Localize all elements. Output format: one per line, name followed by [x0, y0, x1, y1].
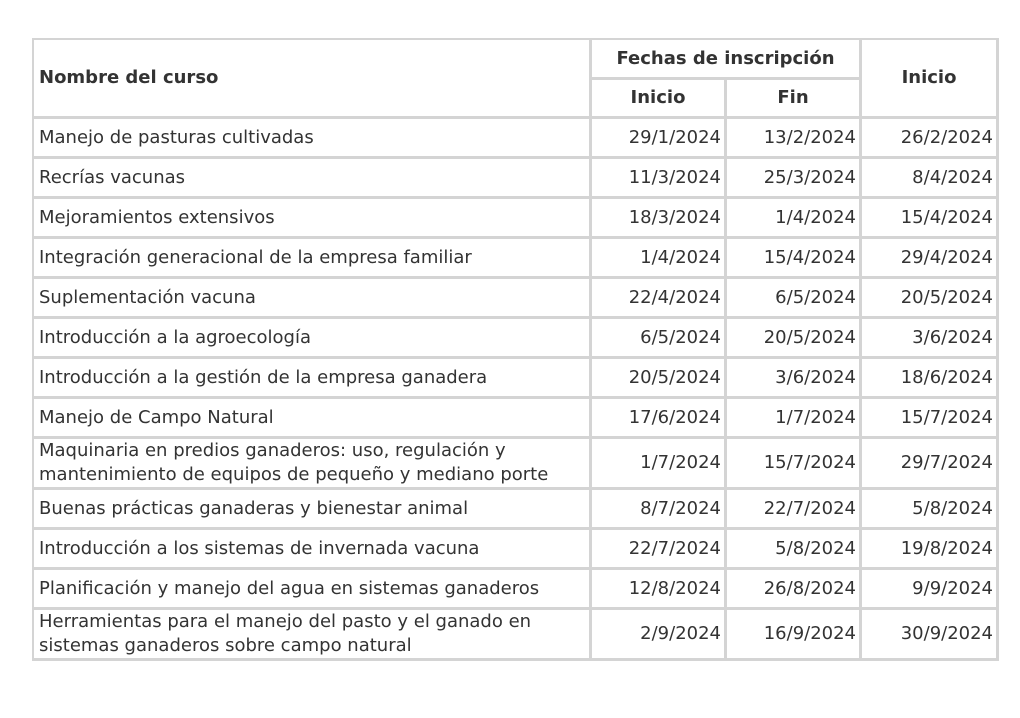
course-name-cell: Manejo de pasturas cultivadas: [34, 119, 592, 159]
registration-end-cell: 3/6/2024: [727, 359, 862, 399]
table-row: [34, 239, 999, 279]
header-registration-end: Fin: [727, 80, 862, 119]
course-name-cell: Planificación y manejo del agua en sistemas ganaderos: [34, 570, 592, 610]
course-start-cell: 29/4/2024: [862, 239, 999, 279]
course-schedule-container: [32, 38, 997, 661]
table-row: [34, 199, 999, 239]
table-body: [34, 119, 999, 661]
course-start-cell: 19/8/2024: [862, 530, 999, 570]
course-start-cell: 5/8/2024: [862, 490, 999, 530]
table-row: [34, 359, 999, 399]
registration-start-cell: 12/8/2024: [592, 570, 727, 610]
header-course-name: Nombre del curso: [34, 40, 592, 119]
table-row: [34, 159, 999, 199]
registration-end-cell: 1/7/2024: [727, 399, 862, 439]
course-name-cell: Mejoramientos extensivos: [34, 199, 592, 239]
registration-start-cell: 8/7/2024: [592, 490, 727, 530]
registration-start-cell: 20/5/2024: [592, 359, 727, 399]
course-start-cell: 9/9/2024: [862, 570, 999, 610]
course-start-cell: 29/7/2024: [862, 439, 999, 490]
course-name-cell: Recrías vacunas: [34, 159, 592, 199]
course-name-cell: Introducción a los sistemas de invernada vacuna: [34, 530, 592, 570]
table-row: [34, 530, 999, 570]
course-name-cell: Herramientas para el manejo del pasto y el ganado en sistemas ganaderos sobre campo natural: [34, 610, 592, 661]
registration-end-cell: 5/8/2024: [727, 530, 862, 570]
registration-end-cell: 26/8/2024: [727, 570, 862, 610]
course-name-cell: Manejo de Campo Natural: [34, 399, 592, 439]
registration-end-cell: 16/9/2024: [727, 610, 862, 661]
registration-end-cell: 13/2/2024: [727, 119, 862, 159]
registration-start-cell: 29/1/2024: [592, 119, 727, 159]
registration-end-cell: 15/7/2024: [727, 439, 862, 490]
registration-start-cell: 22/7/2024: [592, 530, 727, 570]
header-course-start: Inicio: [862, 40, 999, 119]
registration-end-cell: 15/4/2024: [727, 239, 862, 279]
course-start-cell: 26/2/2024: [862, 119, 999, 159]
registration-start-cell: 18/3/2024: [592, 199, 727, 239]
course-start-cell: 20/5/2024: [862, 279, 999, 319]
course-name-cell: Buenas prácticas ganaderas y bienestar animal: [34, 490, 592, 530]
table-row: [34, 399, 999, 439]
table-row: [34, 439, 999, 490]
course-start-cell: 30/9/2024: [862, 610, 999, 661]
registration-end-cell: 22/7/2024: [727, 490, 862, 530]
registration-start-cell: 1/4/2024: [592, 239, 727, 279]
registration-start-cell: 2/9/2024: [592, 610, 727, 661]
registration-end-cell: 1/4/2024: [727, 199, 862, 239]
registration-end-cell: 25/3/2024: [727, 159, 862, 199]
course-start-cell: 8/4/2024: [862, 159, 999, 199]
registration-start-cell: 22/4/2024: [592, 279, 727, 319]
course-start-cell: 15/4/2024: [862, 199, 999, 239]
registration-start-cell: 1/7/2024: [592, 439, 727, 490]
course-start-cell: 15/7/2024: [862, 399, 999, 439]
registration-end-cell: 20/5/2024: [727, 319, 862, 359]
table-row: [34, 279, 999, 319]
course-name-cell: Maquinaria en predios ganaderos: uso, regulación y mantenimiento de equipos de pequeño y mediano porte: [34, 439, 592, 490]
table-header: [34, 40, 999, 119]
course-name-cell: Introducción a la agroecología: [34, 319, 592, 359]
table-row: [34, 570, 999, 610]
course-name-cell: Suplementación vacuna: [34, 279, 592, 319]
registration-start-cell: 17/6/2024: [592, 399, 727, 439]
header-registration-start: Inicio: [592, 80, 727, 119]
registration-start-cell: 11/3/2024: [592, 159, 727, 199]
header-registration-dates: Fechas de inscripción: [592, 40, 862, 80]
registration-end-cell: 6/5/2024: [727, 279, 862, 319]
course-name-cell: Integración generacional de la empresa familiar: [34, 239, 592, 279]
course-start-cell: 18/6/2024: [862, 359, 999, 399]
registration-start-cell: 6/5/2024: [592, 319, 727, 359]
table-row: [34, 610, 999, 661]
course-name-cell: Introducción a la gestión de la empresa ganadera: [34, 359, 592, 399]
course-start-cell: 3/6/2024: [862, 319, 999, 359]
table-row: [34, 119, 999, 159]
course-schedule-table: [32, 38, 999, 661]
table-row: [34, 490, 999, 530]
table-row: [34, 319, 999, 359]
